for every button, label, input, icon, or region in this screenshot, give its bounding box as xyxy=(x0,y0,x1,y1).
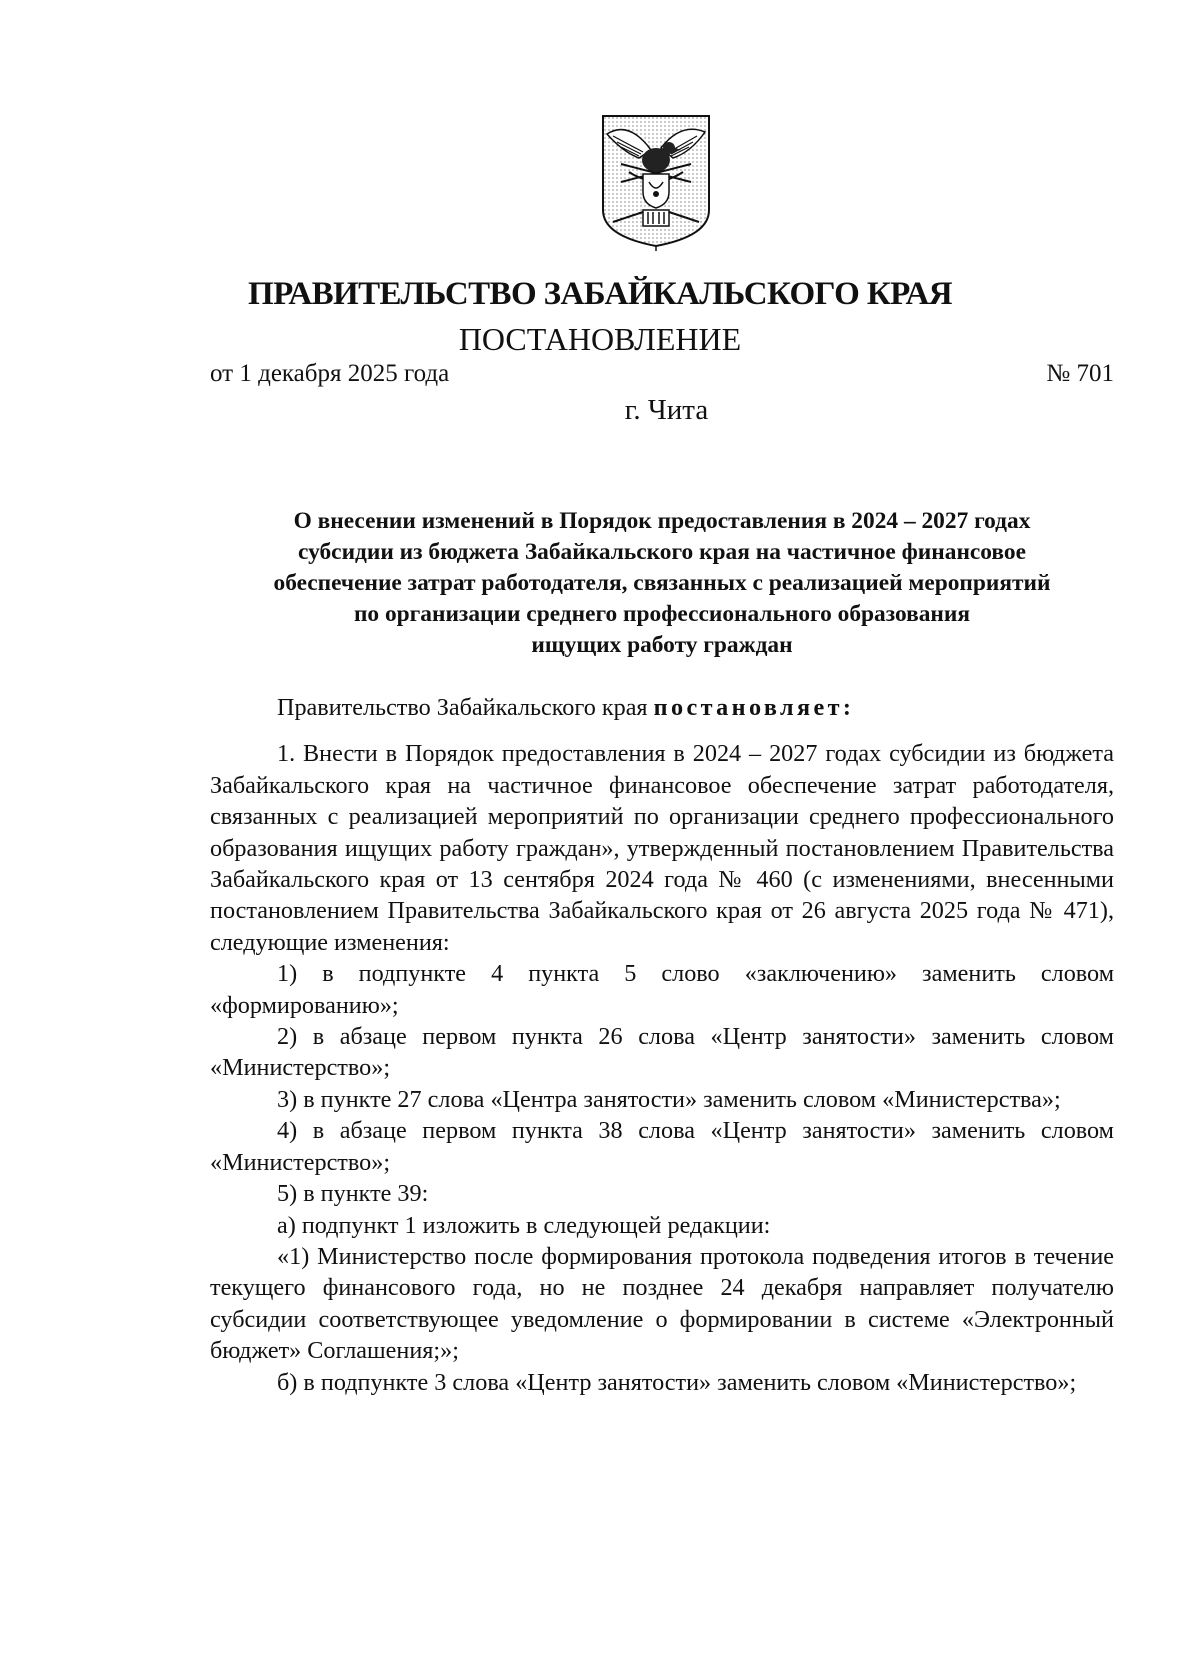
document-title xyxy=(210,506,1114,661)
title-line: обеспечение затрат работодателя, связанных с реализацией мероприятий xyxy=(273,570,1051,596)
paragraph: 1. Внести в Порядок предоставления в 2024 – 2027 годах субсидии из бюджета Забайкальского края на частичное финансовое обеспечение затрат работодателя, связанных с реализацией мероприятий по организации среднего профессионального образования ищущих работу граждан», утвержденный постановлением Правительства Забайкальского края от 13 сентября 2024 года № 460 (с изменениями, внесенными постановлением Правительства Забайкальского края от 26 августа 2025 года № 471), следующие изменения: xyxy=(210,740,1114,956)
paragraph: 4) в абзаце первом пункта 38 слова «Центр занятости» заменить словом «Министерство»; xyxy=(210,1117,1114,1176)
paragraph: 3) в пункте 27 слова «Центра занятости» заменить словом «Министерства»; xyxy=(277,1085,1061,1113)
coat-of-arms-icon xyxy=(599,112,713,252)
document-date: от 1 декабря 2025 года xyxy=(210,360,450,387)
authority-heading: ПРАВИТЕЛЬСТВО ЗАБАЙКАЛЬСКОГО КРАЯ xyxy=(248,276,952,312)
paragraph: «1) Министерство после формирования протокола подведения итогов в течение текущего финансового года, но не позднее 24 декабря направляет получателю субсидии соответствующее уведомление о формировании в системе «Электронный бюджет» Соглашения;»; xyxy=(210,1242,1114,1365)
paragraph: 5) в пункте 39: xyxy=(277,1180,429,1208)
title-line: ищущих работу граждан xyxy=(531,632,793,658)
document-city: г. Чита xyxy=(624,394,709,426)
paragraph: а) подпункт 1 изложить в следующей редакции: xyxy=(277,1211,771,1239)
document-number: № 701 xyxy=(1046,360,1114,387)
paragraph: 1) в подпункте 4 пункта 5 слово «заключению» заменить словом «формированию»; xyxy=(210,960,1114,1019)
preamble-text: Правительство Забайкальского края xyxy=(277,694,654,721)
preamble-emphasis: постановляет: xyxy=(653,694,855,721)
title-line: О внесении изменений в Порядок предоставления в 2024 – 2027 годах xyxy=(293,508,1031,534)
document-body xyxy=(210,692,1114,1398)
title-line: субсидии из бюджета Забайкальского края на частичное финансовое xyxy=(298,539,1026,565)
document-type: ПОСТАНОВЛЕНИЕ xyxy=(458,321,742,357)
title-line: по организации среднего профессионального образования xyxy=(353,601,971,627)
paragraph: б) в подпункте 3 слова «Центр занятости» заменить словом «Министерство»; xyxy=(277,1368,1077,1396)
paragraph: 2) в абзаце первом пункта 26 слова «Центр занятости» заменить словом «Министерство»; xyxy=(210,1023,1114,1082)
preamble xyxy=(210,692,1114,723)
